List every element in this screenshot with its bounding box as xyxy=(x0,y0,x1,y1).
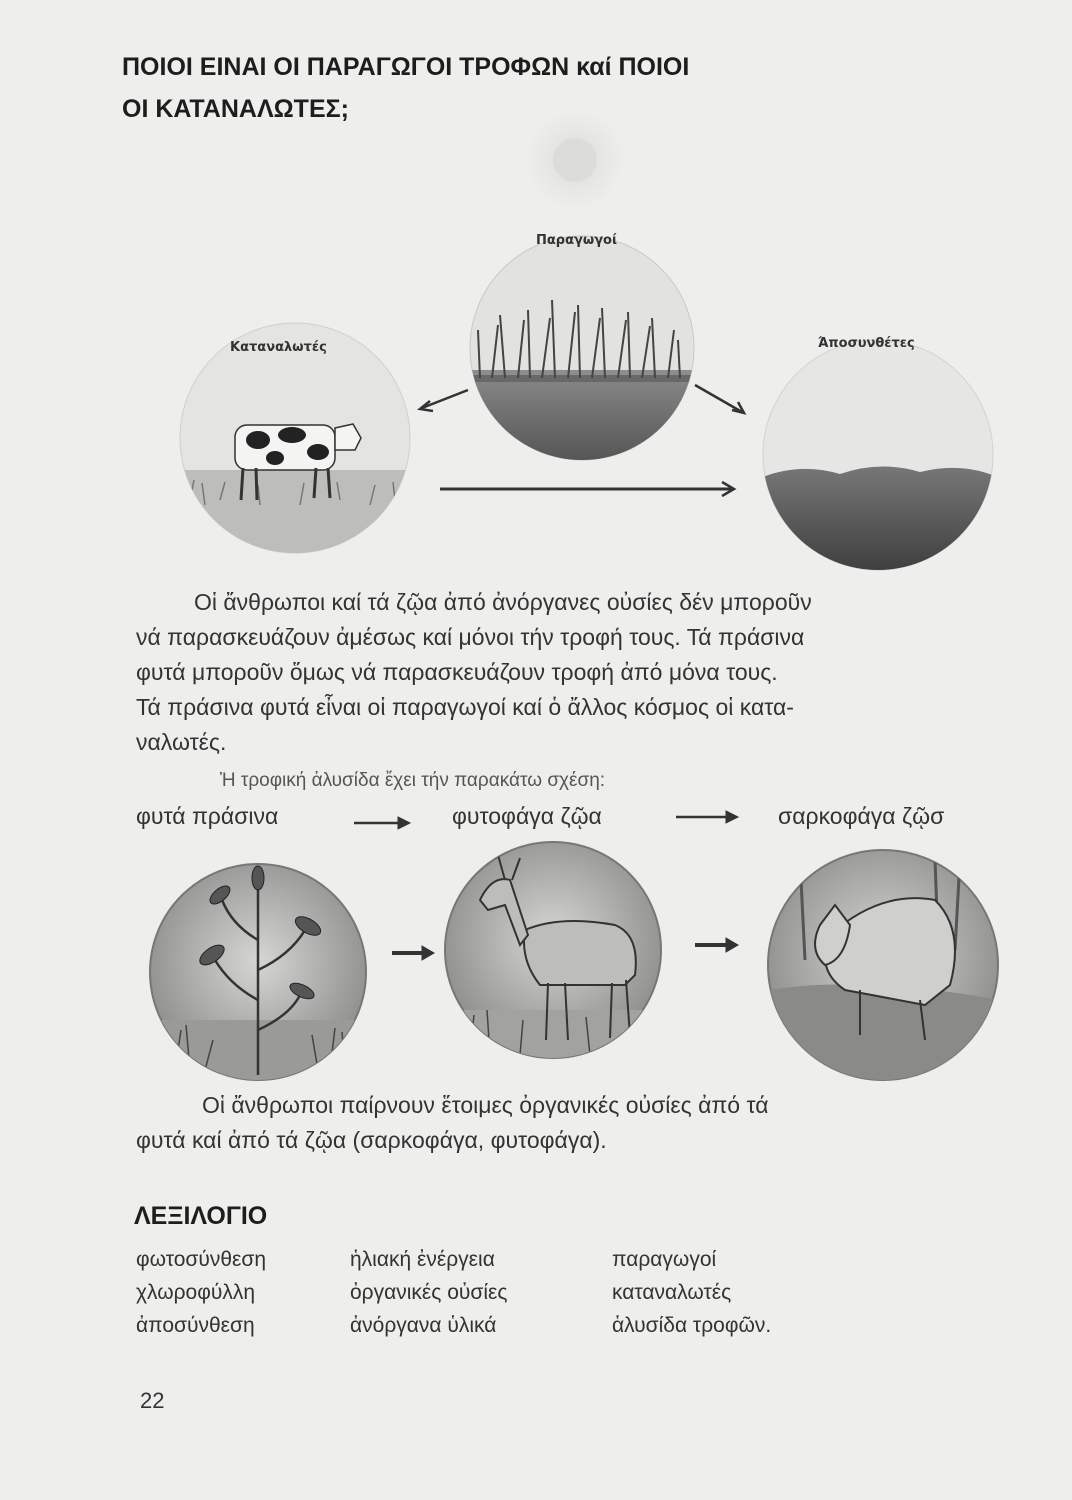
chain-item-herbivores: φυτοφάγα ζῷα xyxy=(452,803,602,829)
deer-medallion xyxy=(445,842,665,1070)
paragraph-line: φυτά καί ἀπό τά ζῷα (σαρκοφάγα, φυτοφάγα). xyxy=(136,1127,607,1153)
paragraph-line: Οἱ ἄνθρωποι παίρνουν ἕτοιμες ὀργανικές οὐσίες ἀπό τά xyxy=(202,1092,769,1118)
decomposers-label: Άποσυνθέτες xyxy=(818,336,915,351)
page-title xyxy=(122,46,689,130)
vocabulary-term: ἡλιακή ἐνέργεια xyxy=(350,1248,495,1271)
chain-item-carnivores: σαρκοφάγα ζῷσ xyxy=(778,803,945,829)
chain-item-plants: φυτά πράσινα xyxy=(136,803,279,829)
vocabulary-column-1 xyxy=(136,1243,266,1342)
vocabulary-term: ἁλυσίδα τροφῶν. xyxy=(612,1314,772,1337)
consumers-circle xyxy=(180,323,420,560)
vocabulary-term: παραγωγοί xyxy=(612,1248,717,1271)
vocabulary-term: ἀνόργανα ὑλικά xyxy=(350,1314,497,1337)
producers-label: Παραγωγοί xyxy=(536,233,618,248)
paragraph-line: Οἱ ἄνθρωποι καί τά ζῷα ἀπό ἀνόργανες οὐσίες δέν μποροῦν xyxy=(194,589,812,615)
vocabulary-column-2 xyxy=(350,1243,508,1342)
paragraph-line: φυτά μποροῦν ὅμως νά παρασκευάζουν τροφή ἀπό μόνα τους. xyxy=(136,659,778,685)
vocabulary-term: φωτοσύνθεση xyxy=(136,1248,267,1271)
paragraph-producers-consumers xyxy=(136,585,812,760)
vocabulary-term: ἀποσύνθεση xyxy=(136,1314,255,1337)
vocabulary-term: καταναλωτές xyxy=(612,1281,732,1304)
vocabulary-title: ΛΕΞΙΛΟΓΙΟ xyxy=(134,1202,268,1230)
food-chain-intro: Ἡ τροφική ἁλυσίδα ἔχει τήν παρακάτω σχέση: xyxy=(220,770,606,791)
producers-circle xyxy=(470,236,694,465)
paragraph-line: ναλωτές. xyxy=(136,729,227,755)
decomposers-circle xyxy=(760,340,995,580)
consumers-label: Καταναλωτές xyxy=(230,340,327,355)
title-line-1: ΠΟΙΟΙ ΕΙΝΑΙ ΟΙ ΠΑΡΑΓΩΓΟΙ ΤΡΟΦΩΝ καί ΠΟΙΟΙ xyxy=(122,53,690,81)
vocabulary-term: ὀργανικές οὐσίες xyxy=(350,1281,508,1304)
paragraph-line: Τά πράσινα φυτά εἶναι οἱ παραγωγοί καί ὁ ἄλλος κόσμος οἱ κατα- xyxy=(136,694,794,720)
paragraph-line: νά παρασκευάζουν ἀμέσως καί μόνοι τήν τροφή τους. Τά πράσινα xyxy=(136,624,805,650)
plant-medallion xyxy=(150,864,370,1090)
vocabulary-term: χλωροφύλλη xyxy=(136,1281,256,1304)
title-line-2: ΟΙ ΚΑΤΑΝΑΛΩΤΕΣ; xyxy=(122,95,349,123)
vocabulary-column-3 xyxy=(612,1243,771,1342)
wolf-medallion xyxy=(768,850,1000,1090)
paragraph-humans xyxy=(136,1088,769,1158)
page-number: 22 xyxy=(140,1388,165,1413)
